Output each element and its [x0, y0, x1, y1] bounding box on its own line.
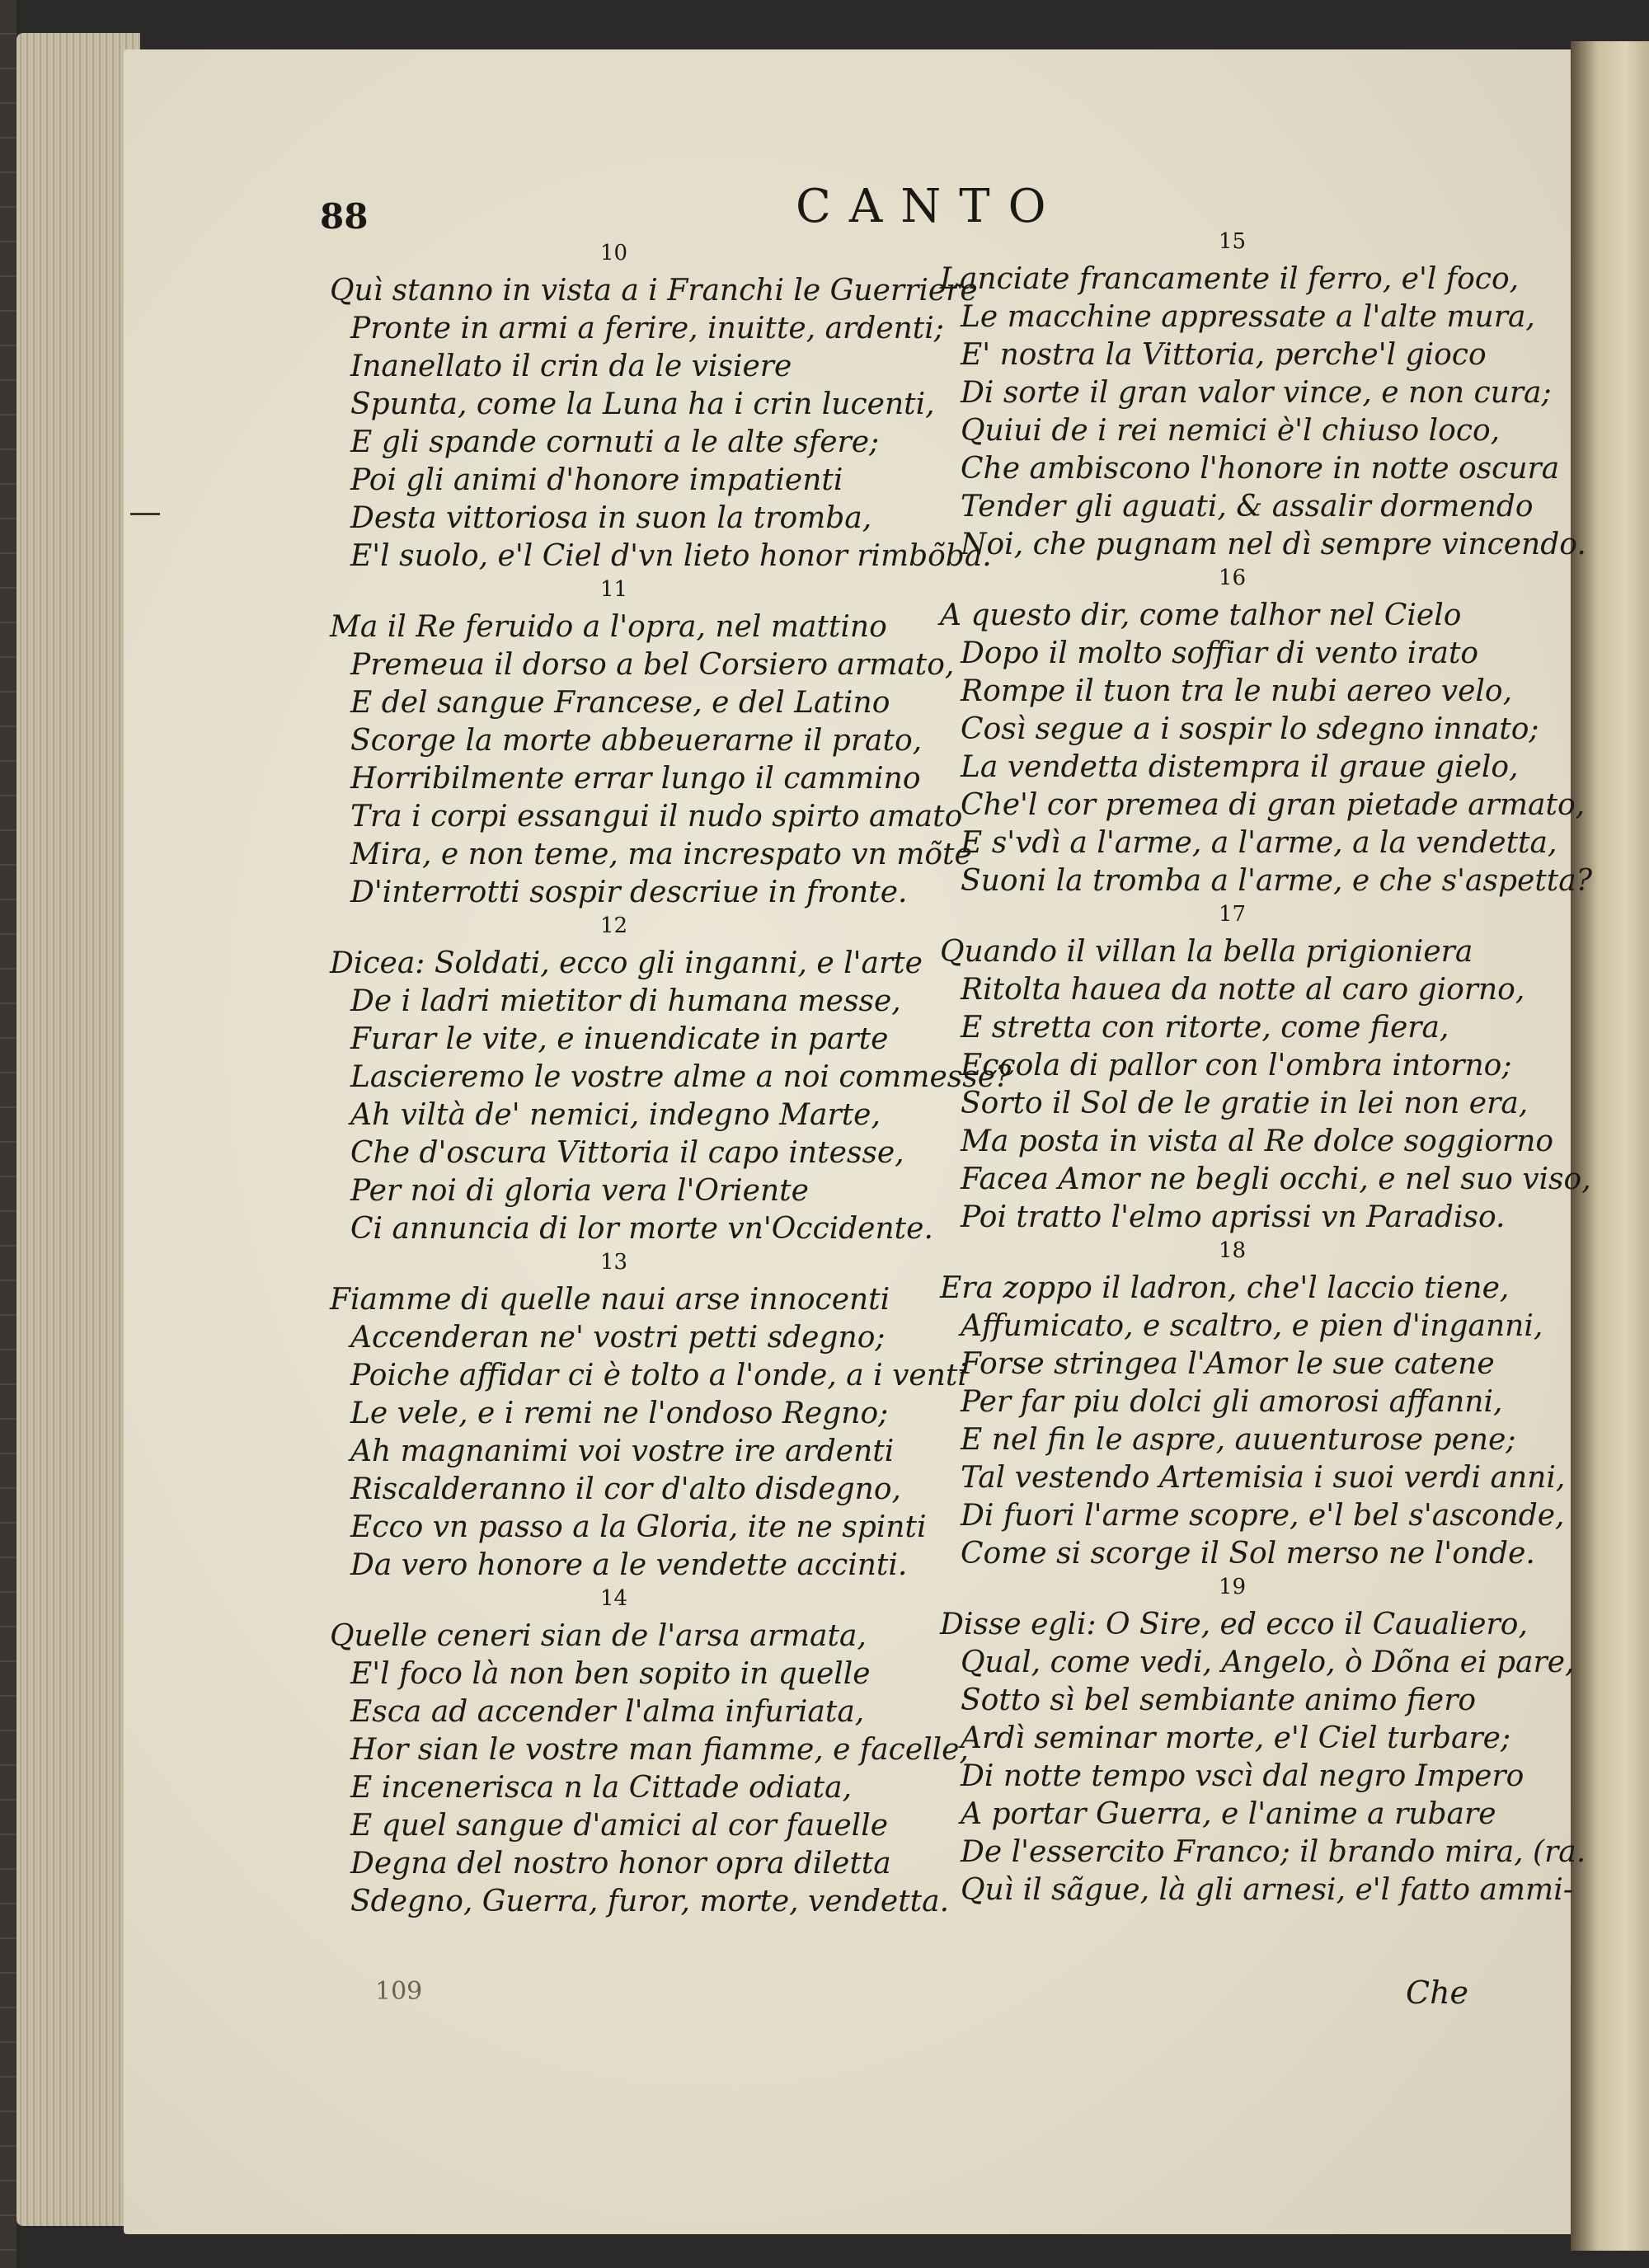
- verse-line: Spunta, come la Luna ha i crin lucenti,: [350, 387, 935, 421]
- verse-line: Così segue a i sospir lo sdegno innato;: [961, 712, 1539, 746]
- verse-line: Disse egli: O Sire, ed ecco il Caualiero,: [940, 1608, 1528, 1641]
- verse-line: Ma posta in vista al Re dolce soggiorno: [961, 1125, 1554, 1158]
- verse-line: Premeua il dorso a bel Corsiero armato,: [350, 648, 955, 682]
- verse-line: Dicea: Soldati, ecco gli inganni, e l'arte: [330, 946, 923, 980]
- verse-line: Ritolta hauea da notte al caro giorno,: [961, 973, 1525, 1007]
- verse-line: Ci annuncia di lor morte vn'Occidente.: [350, 1212, 933, 1246]
- verse-line: Tal vestendo Artemisia i suoi verdi anni,: [961, 1461, 1566, 1495]
- verse-line: Qual, come vedi, Angelo, ò Dõna ei pare,: [961, 1646, 1575, 1679]
- verse-line: E nel fin le aspre, auuenturose pene;: [961, 1423, 1516, 1457]
- verse-line: Furar le vite, e inuendicate in parte: [350, 1022, 889, 1056]
- verse-line: Esca ad accender l'alma infuriata,: [350, 1695, 865, 1729]
- verse-line: Suoni la tromba a l'arme, e che s'aspetta?: [961, 864, 1593, 898]
- stanza-number: 14: [600, 1586, 628, 1611]
- margin-mark: [130, 513, 160, 515]
- verse-line: Ma il Re feruido a l'opra, nel mattino: [330, 610, 887, 644]
- verse-line: Sdegno, Guerra, furor, morte, vendetta.: [350, 1885, 950, 1918]
- verse-line: Quì stanno in vista a i Franchi le Guerriere: [330, 274, 978, 308]
- verse-line: Poi gli animi d'honore impatienti: [350, 463, 843, 497]
- verse-line: Quì il sãgue, là gli arnesi, e'l fatto ammi-: [961, 1873, 1573, 1907]
- verse-line: A questo dir, come talhor nel Cielo: [940, 599, 1462, 632]
- page-number: 88: [320, 196, 369, 237]
- verse-line: De l'essercito Franco; il brando mira, (ra.: [961, 1835, 1586, 1869]
- verse-line: E s'vdì a l'arme, a l'arme, a la vendetta,: [961, 826, 1557, 860]
- footer-mark: 109: [375, 1977, 423, 2006]
- verse-line: E quel sangue d'amici al cor fauelle: [350, 1809, 889, 1843]
- verse-line: Horribilmente errar lungo il cammino: [350, 762, 921, 796]
- scan-edge: [0, 0, 16, 2268]
- verse-line: A portar Guerra, e l'animе a rubare: [961, 1797, 1496, 1831]
- verse-line: Accenderan ne' vostri petti sdegno;: [350, 1321, 886, 1355]
- verse-line: E del sangue Francese, e del Latino: [350, 686, 890, 720]
- verse-line: Hor sian le vostre man fiamme, e facelle,: [350, 1733, 969, 1767]
- verse-line: Affumicato, e scaltro, e pien d'inganni,: [961, 1309, 1543, 1343]
- verse-line: Ah magnanimi voi vostre ire ardenti: [350, 1435, 895, 1468]
- verse-line: Lanciate francamente il ferro, e'l foco,: [940, 262, 1520, 296]
- stanza-number: 16: [1219, 566, 1247, 590]
- verse-line: Tra i corpi essangui il nudo spirto amato: [350, 800, 963, 833]
- verse-line: De i ladri mietitor di humana messe,: [350, 984, 901, 1018]
- verse-line: Noi, che pugnam nel dì sempre vincendo.: [961, 528, 1586, 561]
- verse-line: E stretta con ritorte, come fiera,: [961, 1011, 1449, 1045]
- verse-line: Per far piu dolci gli amorosi affanni,: [961, 1385, 1503, 1419]
- stanza-number: 11: [600, 577, 628, 602]
- verse-line: Rompe il tuon tra le nubi aereo velo,: [961, 674, 1513, 708]
- verse-line: E' nostra la Vittoria, perche'l gioco: [961, 338, 1487, 372]
- verse-line: E gli spande cornuti a le alte sfere;: [350, 425, 880, 459]
- verse-line: E'l suolo, e'l Ciel d'vn lieto honor rimbõba.: [350, 539, 992, 573]
- verse-line: La vendetta distempra il graue gielo,: [961, 750, 1519, 784]
- verse-line: Di sorte il gran valor vince, e non cura;: [961, 376, 1552, 410]
- stanza-number: 17: [1219, 902, 1247, 927]
- verse-line: Come si scorge il Sol merso ne l'onde.: [961, 1537, 1535, 1571]
- verse-line: Di fuori l'arme scopre, e'l bel s'asconde,: [961, 1499, 1565, 1533]
- stanza-number: 18: [1219, 1238, 1247, 1263]
- verse-line: Sotto sì bel sembiante animo fiero: [961, 1683, 1477, 1717]
- catchword: Che: [1406, 1975, 1469, 2011]
- verse-line: Sorto il Sol de le gratie in lei non era,: [961, 1087, 1529, 1120]
- verse-line: Mira, e non teme, ma increspato vn mõte: [350, 838, 972, 871]
- verse-line: Desta vittoriosa in suon la tromba,: [350, 501, 872, 535]
- verse-line: Tender gli aguati, & assalir dormendo: [961, 490, 1534, 524]
- verse-line: Che'l cor premea di gran pietade armato,: [961, 788, 1586, 822]
- verse-line: Ah viltà de' nemici, indegno Marte,: [350, 1098, 881, 1132]
- verse-line: Forse stringea l'Amor le sue catene: [961, 1347, 1495, 1381]
- verse-line: Poiche affidar ci è tolto a l'onde, a i venti: [350, 1359, 967, 1392]
- stanza-number: 12: [600, 913, 628, 938]
- verse-line: Ardì seminar morte, e'l Ciel turbare;: [961, 1721, 1511, 1755]
- verse-line: Lascieremo le vostre alme a noi commesse?: [350, 1060, 1012, 1094]
- stanza-number: 15: [1219, 229, 1247, 254]
- verse-line: Quiui de i rei nemici è'l chiuso loco,: [961, 414, 1501, 448]
- verse-line: E incenerisca n la Cittade odiata,: [350, 1771, 853, 1805]
- book-gutter: [1571, 41, 1649, 2251]
- verse-line: Ecco vn passo a la Gloria, ite ne spinti: [350, 1510, 927, 1544]
- verse-line: Le macchine appressate a l'alte mura,: [961, 300, 1535, 334]
- verse-line: E'l foco là non ben sopito in quelle: [350, 1657, 871, 1691]
- verse-line: Dopo il molto soffiar di vento irato: [961, 636, 1479, 670]
- verse-line: Degna del nostro honor opra diletta: [350, 1847, 891, 1881]
- verse-line: Scorge la morte abbeuerarne il prato,: [350, 724, 923, 758]
- verse-line: D'interrotti sospir descriue in fronte.: [350, 876, 908, 909]
- verse-line: Poi tratto l'elmo aprissi vn Paradiso.: [961, 1200, 1506, 1234]
- verse-line: Facea Amor ne begli occhi, e nel suo viso,: [961, 1162, 1591, 1196]
- verse-line: Che ambiscono l'honore in notte oscura: [961, 452, 1560, 486]
- stanza-number: 10: [600, 241, 628, 265]
- verse-line: Le vele, e i remi ne l'ondoso Regno;: [350, 1397, 889, 1430]
- verse-line: Per noi di gloria vera l'Oriente: [350, 1174, 809, 1208]
- verse-line: Che d'oscura Vittoria il capo intesse,: [350, 1136, 904, 1170]
- page-stack-edge: [16, 33, 140, 2226]
- verse-line: Riscalderanno il cor d'alto disdegno,: [350, 1472, 901, 1506]
- verse-line: Quando il villan la bella prigioniera: [940, 935, 1473, 969]
- verse-line: Inanellato il crin da le visiere: [350, 350, 792, 383]
- verse-line: Era zoppo il ladron, che'l laccio tiene,: [940, 1271, 1510, 1305]
- running-head: CANTO: [796, 180, 1064, 233]
- verse-line: Di notte tempo vscì dal negro Impero: [961, 1759, 1525, 1793]
- verse-line: Fiamme di quelle naui arse innocenti: [330, 1283, 890, 1317]
- verse-line: Pronte in armi a ferire, inuitte, ardenti;: [350, 312, 944, 345]
- verse-line: Da vero honore a le vendette accinti.: [350, 1548, 908, 1582]
- stanza-number: 13: [600, 1250, 628, 1275]
- stanza-number: 19: [1219, 1575, 1247, 1599]
- verse-line: Eccola di pallor con l'ombra intorno;: [961, 1049, 1512, 1082]
- verse-line: Quelle ceneri sian de l'arsa armata,: [330, 1619, 867, 1653]
